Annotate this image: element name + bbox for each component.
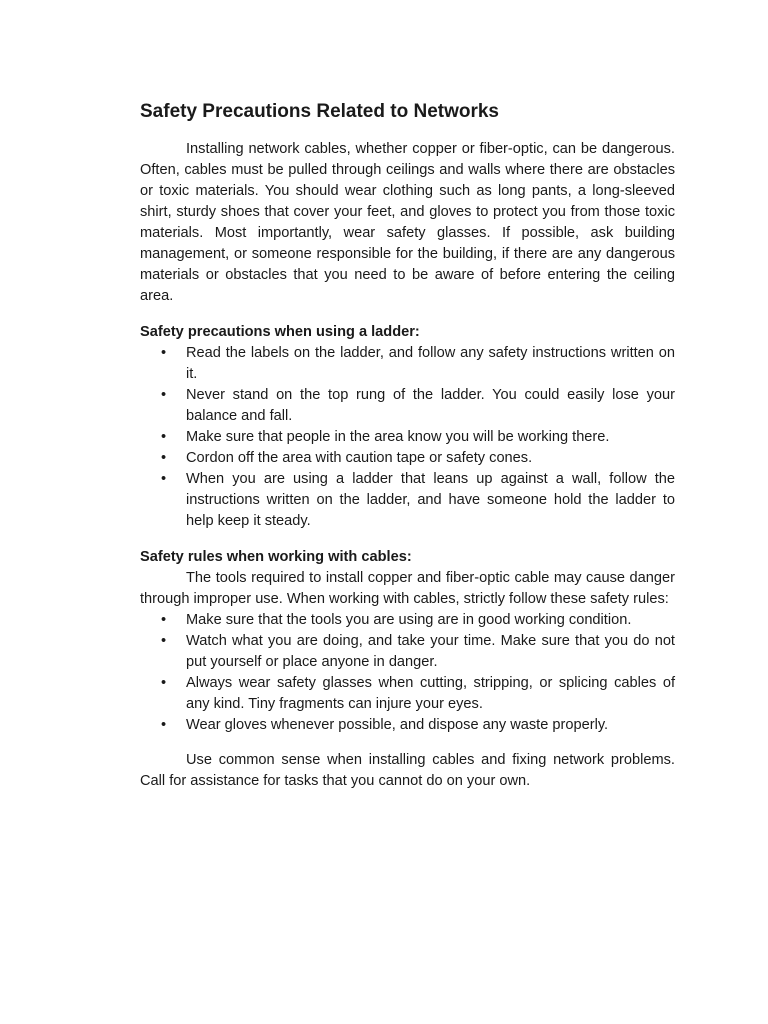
list-item-text: Never stand on the top rung of the ladder. You could easily lose your balance and fall. — [186, 387, 675, 424]
cables-section — [140, 547, 675, 736]
bullet-icon: • — [161, 612, 167, 628]
list-item-text: Wear gloves whenever possible, and dispose any waste properly. — [186, 717, 609, 733]
bullet-icon: • — [161, 633, 167, 649]
list-item — [140, 715, 675, 736]
bullet-icon: • — [161, 345, 167, 361]
list-item — [140, 610, 675, 631]
cables-list — [140, 610, 675, 736]
closing-paragraph: Use common sense when installing cables and fixing network problems. Call for assistance for tasks that you cannot do on your own. — [140, 752, 675, 789]
list-item-text: Always wear safety glasses when cutting, stripping, or splicing cables of any kind. Tiny fragments can injure your eyes. — [186, 675, 675, 712]
list-item — [140, 469, 675, 532]
list-item-text: Read the labels on the ladder, and follow any safety instructions written on it. — [186, 345, 675, 382]
list-item — [140, 631, 675, 673]
bullet-icon: • — [161, 675, 167, 691]
list-item-text: Cordon off the area with caution tape or safety cones. — [186, 450, 533, 466]
bullet-icon: • — [161, 450, 167, 466]
cables-heading: Safety rules when working with cables: — [140, 549, 412, 565]
bullet-icon: • — [161, 387, 167, 403]
list-item — [140, 427, 675, 448]
list-item — [140, 385, 675, 427]
list-item-text: Watch what you are doing, and take your time. Make sure that you do not put yourself or place anyone in danger. — [186, 633, 675, 670]
bullet-icon: • — [161, 471, 167, 487]
document-title: Safety Precautions Related to Networks — [140, 101, 499, 122]
cables-intro-paragraph: The tools required to install copper and fiber-optic cable may cause danger through improper use. When working with cables, strictly follow these safety rules: — [140, 570, 675, 607]
ladder-list — [140, 343, 675, 532]
ladder-heading: Safety precautions when using a ladder: — [140, 324, 420, 340]
list-item — [140, 673, 675, 715]
list-item — [140, 448, 675, 469]
document-page — [140, 98, 675, 792]
list-item-text: When you are using a ladder that leans up against a wall, follow the instructions written on the ladder, and have someone hold the ladder to help keep it steady. — [186, 471, 675, 529]
bullet-icon: • — [161, 717, 167, 733]
ladder-section — [140, 322, 675, 532]
bullet-icon: • — [161, 429, 167, 445]
intro-paragraph: Installing network cables, whether copper or fiber-optic, can be dangerous. Often, cables must be pulled through ceilings and walls where there are obstacles or toxic materials. You should wear clothing such as long pants, a long-sleeved shirt, sturdy shoes that cover your feet, and gloves to protect you from those toxic materials. Most importantly, wear safety glasses. If possible, ask building management, or someone responsible for the building, if there are any dangerous materials or obstacles that you need to be aware of before entering the ceiling area. — [140, 141, 675, 304]
list-item-text: Make sure that people in the area know you will be working there. — [186, 429, 610, 445]
list-item — [140, 343, 675, 385]
list-item-text: Make sure that the tools you are using are in good working condition. — [186, 612, 632, 628]
